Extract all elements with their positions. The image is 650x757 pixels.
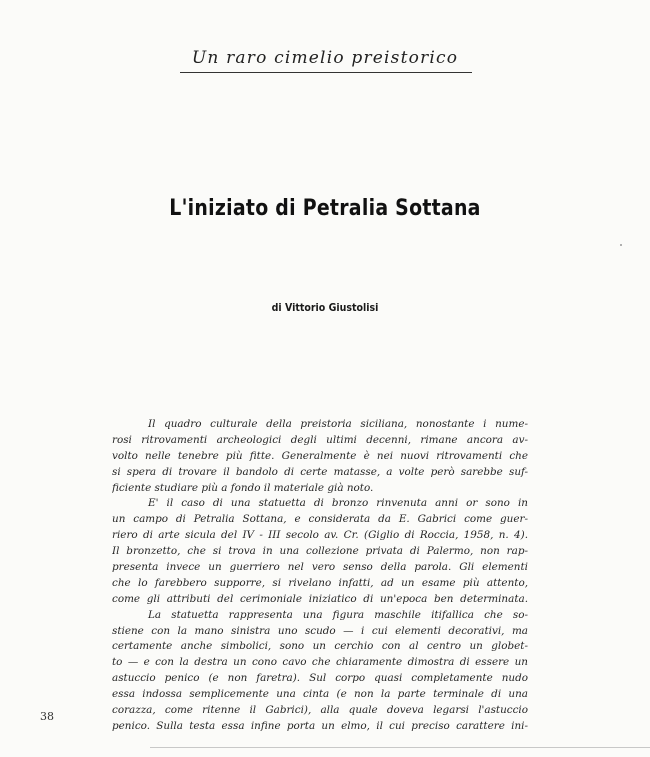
body-line: corazza, come ritenne il Gabrici), alla quale doveva legarsi l'astuccio (112, 704, 528, 717)
body-line: Il quadro culturale della preistoria siciliana, nonostante i nume- (148, 418, 528, 430)
body-line: La statuetta rappresenta una figura maschile itifallica che so- (148, 608, 528, 621)
body-line: certamente anche simbolici, sono un cerchio con al centro un globet- (112, 640, 528, 653)
body-line: astuccio penico (e non faretra). Sul corpo quasi completamente nudo (112, 672, 528, 685)
body-line: ficiente studiare più a fondo il materiale già noto. (112, 481, 374, 494)
scan-speck (620, 244, 622, 246)
body-line: to — e con la destra un cono cavo che chiaramente dimostra di essere un (112, 656, 528, 669)
body-line: si spera di trovare il bandolo di certe matasse, a volte però sarebbe suf- (112, 465, 528, 478)
body-line: volto nelle tenebre più fitte. Generalmente è nei nuovi ritrovamenti che (112, 449, 528, 462)
bottom-rule (150, 747, 650, 748)
body-line: rosi ritrovamenti archeologici degli ultimi decenni, rimane ancora av- (112, 433, 528, 446)
page-number: 38 (40, 710, 54, 723)
body-line: presenta invece un guerriero nel vero senso della parola. Gli elementi (112, 561, 528, 574)
article-title: L'iniziato di Petralia Sottana (169, 196, 481, 221)
author-line: di Vittorio Giustolisi (271, 301, 379, 314)
body-line: Il bronzetto, che si trova in una collezione privata di Palermo, non rap- (112, 545, 528, 558)
running-head: Un raro cimelio preistorico (191, 48, 459, 68)
body-text (112, 417, 528, 735)
body-line: un campo di Petralia Sottana, e considerata da E. Gabrici come guer- (112, 513, 528, 526)
body-line: essa indossa semplicemente una cinta (e non la parte terminale di una (112, 688, 528, 701)
body-line: riero di arte sicula del IV - III secolo av. Cr. (Giglio di Roccia, 1958, n. 4). (112, 529, 528, 542)
body-line: penico. Sulla testa essa infine porta un elmo, il cui preciso carattere ini- (112, 719, 528, 732)
body-line: che lo farebbero supporre, si rivelano infatti, ad un esame più attento, (112, 576, 528, 589)
running-head-rule (180, 72, 472, 73)
body-line: E' il caso di una statuetta di bronzo rinvenuta anni or sono in (148, 497, 528, 510)
body-line: come gli attributi del cerimoniale iniziatico di un'epoca ben determinata. (112, 592, 528, 605)
body-line: stiene con la mano sinistra uno scudo — i cui elementi decorativi, ma (112, 624, 528, 637)
